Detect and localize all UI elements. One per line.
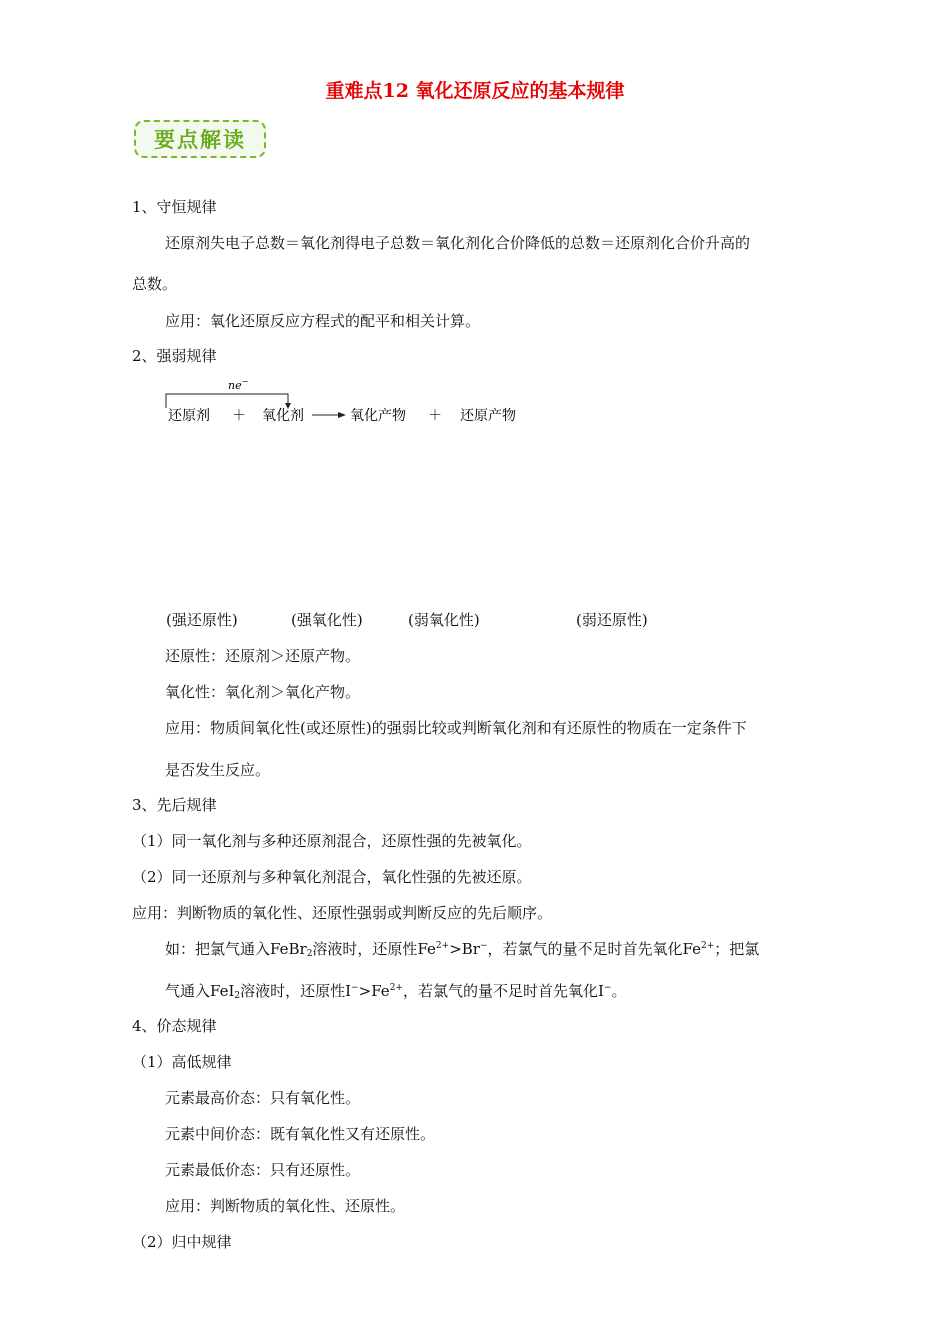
section-3-item-1: （1）同一氧化剂与多种还原剂混合，还原性强的先被氧化。	[132, 832, 532, 850]
electron-transfer-diagram	[160, 372, 540, 432]
oxidation-product-label: 氧化产物	[350, 408, 406, 424]
section-4-subheading-2: （2）归中规律	[132, 1233, 232, 1251]
section-3-example-line-1: 如：把氯气通入FeBr$_2$溶液时，还原性$Fe^{2+}>Br^-$，若氯气的量不足时首先氧化$Fe^{2+}$；把氯	[165, 940, 760, 959]
reaction-arrowhead	[338, 412, 346, 418]
ne-label: ne−	[228, 377, 249, 392]
section-4-application: 应用：判断物质的氧化性、还原性。	[165, 1197, 406, 1215]
section-4-subheading-1: （1）高低规律	[132, 1053, 232, 1071]
section-1-application: 应用：氧化还原反应方程式的配平和相关计算。	[165, 312, 481, 330]
reductant-label: 还原剂	[168, 408, 210, 424]
label-strong-oxidizing: (强氧化性)	[291, 611, 363, 629]
lowest-valence-line: 元素最低价态：只有还原性。	[165, 1161, 361, 1179]
oxidizing-comparison: 氧化性：氧化剂＞氧化产物。	[165, 683, 361, 701]
transfer-bracket	[166, 394, 288, 408]
section-3-application: 应用：判断物质的氧化性、还原性强弱或判断反应的先后顺序。	[132, 904, 553, 922]
section-2-heading: 2、强弱规律	[132, 347, 217, 365]
label-weak-reducing: (弱还原性)	[576, 611, 648, 629]
section-3-example-line-2: 气通入FeI$_2$溶液时，还原性$I^->Fe^{2+}$，若氯气的量不足时首先氧化I−。	[165, 982, 627, 1001]
plus-sign-2: ＋	[428, 408, 442, 424]
section-2-application-line-1: 应用：物质间氧化性(或还原性)的强弱比较或判断氧化剂和有还原性的物质在一定条件下	[165, 719, 747, 737]
section-1-line-2: 总数。	[132, 275, 178, 293]
section-2-application-line-2: 是否发生反应。	[165, 761, 271, 779]
reduction-product-label: 还原产物	[460, 408, 516, 424]
label-strong-reducing: (强还原性)	[166, 611, 238, 629]
oxidant-label: 氧化剂	[262, 408, 304, 424]
section-4-heading: 4、价态规律	[132, 1017, 217, 1035]
section-3-heading: 3、先后规律	[132, 796, 217, 814]
highest-valence-line: 元素最高价态：只有氧化性。	[165, 1089, 361, 1107]
reducing-comparison: 还原性：还原剂＞还原产物。	[165, 647, 361, 665]
key-points-badge: 要点解读	[134, 120, 266, 158]
label-weak-oxidizing: (弱氧化性)	[408, 611, 480, 629]
intermediate-valence-line: 元素中间价态：既有氧化性又有还原性。	[165, 1125, 436, 1143]
plus-sign-1: ＋	[232, 408, 246, 424]
section-1-heading: 1、守恒规律	[132, 198, 217, 216]
section-1-line-1: 还原剂失电子总数＝氧化剂得电子总数＝氧化剂化合价降低的总数＝还原剂化合价升高的	[165, 234, 751, 252]
page-title: 重难点12 氧化还原反应的基本规律	[325, 80, 625, 102]
section-3-item-2: （2）同一还原剂与多种氧化剂混合，氧化性强的先被还原。	[132, 868, 532, 886]
